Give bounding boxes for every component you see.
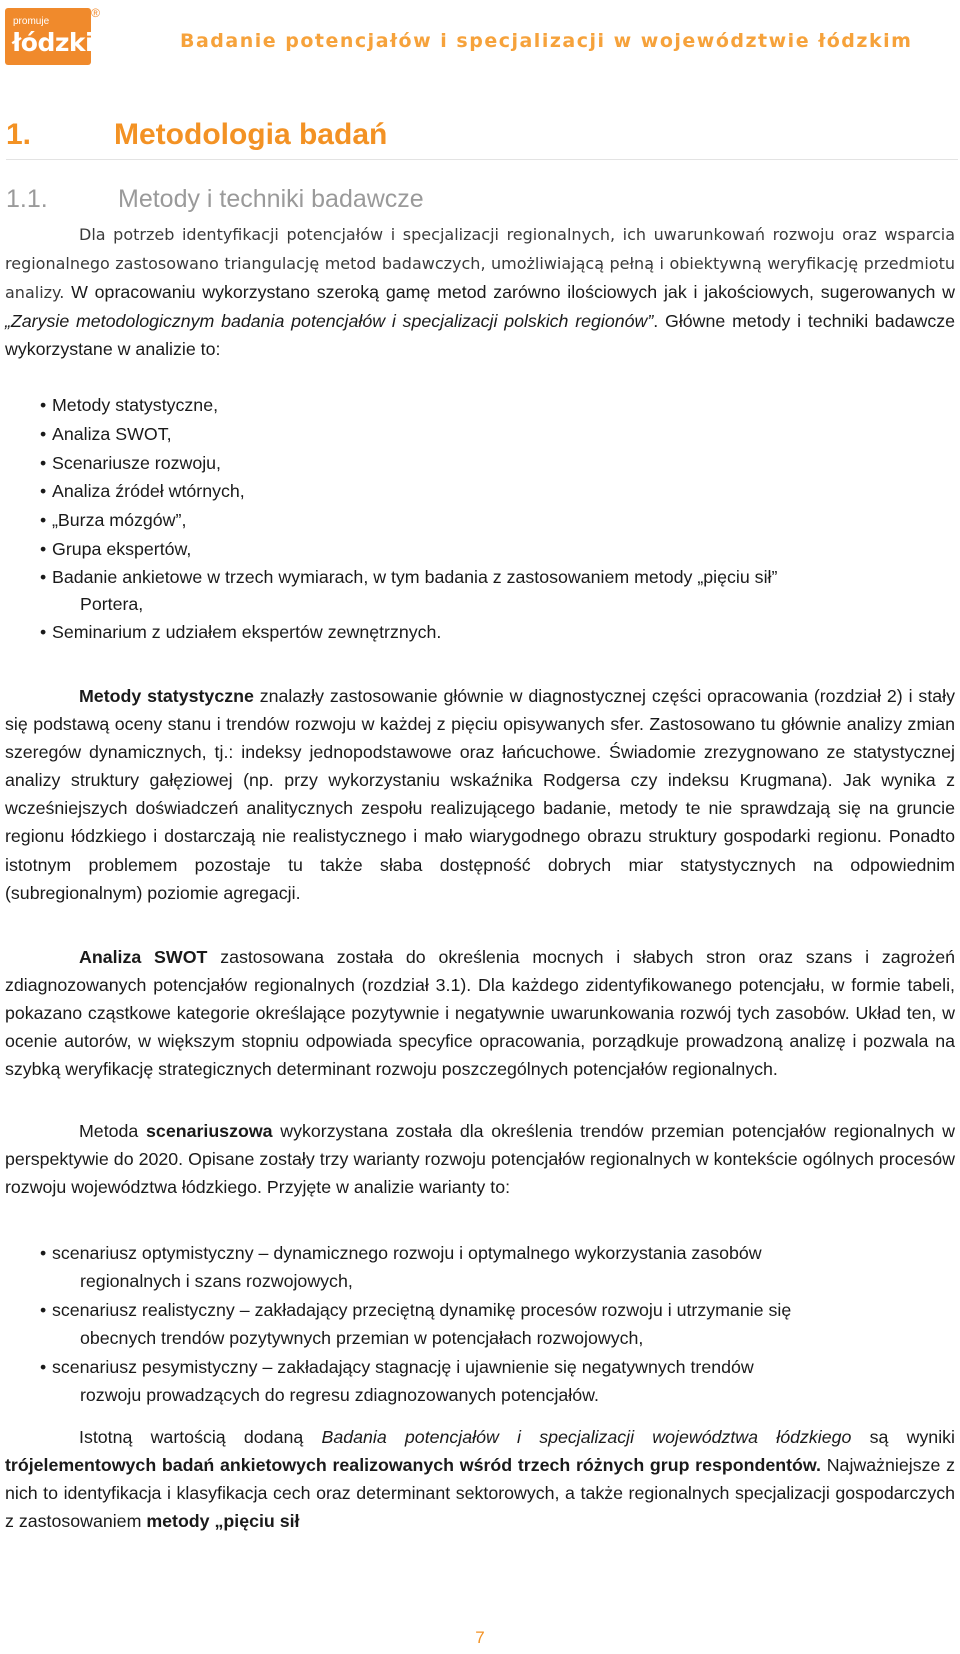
list-item: • Analiza źródeł wtórnych,: [40, 477, 955, 506]
bold-term: Analiza SWOT: [79, 947, 208, 967]
list-item: • Seminarium z udziałem ekspertów zewnętrznych.: [40, 618, 955, 647]
list-item: • scenariusz realistyczny – zakładający przeciętną dynamikę procesów rozwoju i utrzymanie się obecnych trendów pozytywnych przemian w potencjałach rozwojowych,: [40, 1296, 955, 1352]
promuje-lodzkie-logo: [5, 6, 110, 65]
subsection-title: Metody i techniki badawcze: [118, 185, 424, 213]
logo-small-text: promuje: [13, 16, 50, 27]
list-item: • Badanie ankietowe w trzech wymiarach, w tym badania z zastosowaniem metody „pięciu sił” Portera,: [40, 564, 955, 618]
swot-paragraph: Analiza SWOT zastosowana została do określenia mocnych i słabych stron oraz szans i zagrożeń zdiagnozowanych potencjałów regionalnych (rozdział 3.1). Dla każdego zidentyfikowanego potencjału, w formie tabeli, pokazano cząstkowe kategorie określające pozytywnie i negatywnie uwarunkowania rozwój tych zasobów. Układ ten, w ocenie autorów, w większym stopniu odpowiada specyfice opracowania, porządkuje prowadzoną analizę i pozwala na szybką weryfikację strategicznych determinant rozwoju poszczególnych potencjałów regionalnych.: [5, 947, 955, 1080]
list-item: • „Burza mózgów”,: [40, 506, 955, 535]
intro-text-part1: Dla potrzeb identyfikacji potencjałów i specjalizacji regionalnych, ich uwarunkowań rozwoju oraz wsparcia regionalnego zastosowano triangulację metod badawczych, umożliwiającą pełną i obiektywną weryfikację przedmiotu analizy.: [5, 225, 955, 303]
section-number: 1.: [6, 118, 32, 151]
intro-text-part3: . Główne metody i techniki badawcze wykorzystane w analizie to:: [5, 311, 955, 360]
scenario-paragraph: Metoda scenariuszowa wykorzystana została dla określenia trendów przemian potencjałów regionalnych w perspektywie do 2020. Opisane zostały trzy warianty rozwoju potencjałów regionalnych w kontekście ogólnych procesów rozwoju województwa łódzkiego. Przyjęte w analizie warianty to:: [5, 1121, 955, 1198]
subsection-number: 1.1.: [6, 185, 48, 213]
subsection-heading: [6, 185, 424, 214]
intro-paragraph: [5, 220, 955, 363]
registered-mark: ®: [91, 6, 100, 20]
list-item: • Scenariusze rozwoju,: [40, 449, 955, 478]
section-title: Metodologia badań: [114, 118, 388, 151]
bold-phrase: metody „pięciu sił: [146, 1511, 300, 1532]
intro-text-part2: W opracowaniu wykorzystano szeroką gamę metod zarówno ilościowych jak i jakościowych, sugerowanych w: [64, 282, 955, 303]
section-heading: [6, 118, 387, 152]
methods-list: [40, 391, 955, 647]
survey-paragraph: Istotną wartością dodaną Badania potencjałów i specjalizacji województwa łódzkiego są wyniki trójelementowych badań ankietowych realizowanych wśród trzech różnych grup respondentów. Najważniejsze z nich to identyfikacja i klasyfikacja cech oraz determinant sektorowych, a także regionalnych specjalizacji gospodarczych z zastosowaniem metody „pięciu sił: [5, 1427, 955, 1532]
intro-italic-title: „Zarysie metodologicznym badania potencjałów i specjalizacji polskich regionów”: [5, 311, 654, 332]
page-number: 7: [475, 1628, 485, 1647]
bold-term: scenariuszowa: [146, 1121, 273, 1141]
logo-big-text: łódzkie: [12, 28, 110, 57]
list-item: • Analiza SWOT,: [40, 420, 955, 449]
bold-term: Metody statystyczne: [79, 686, 254, 706]
bold-phrase: trójelementowych badań ankietowych realizowanych wśród trzech różnych grup respondentów.: [5, 1455, 821, 1476]
scenarios-list: [40, 1239, 955, 1411]
list-item: • scenariusz optymistyczny – dynamicznego rozwoju i optymalnego wykorzystania zasobów regionalnych i szans rozwojowych,: [40, 1239, 955, 1295]
list-item: • scenariusz pesymistyczny – zakładający stagnację i ujawnienie się negatywnych trendów rozwoju prowadzących do regresu zdiagnozowanych potencjałów.: [40, 1353, 955, 1409]
heading-divider: [6, 159, 958, 160]
running-header-title: Badanie potencjałów i specjalizacji w województwie łódzkim: [180, 30, 913, 52]
list-item: • Grupa ekspertów,: [40, 535, 955, 564]
list-item: • Metody statystyczne,: [40, 391, 955, 420]
statistical-methods-paragraph: Metody statystyczne znalazły zastosowanie głównie w diagnostycznej części opracowania (rozdział 2) i stały się podstawą oceny stanu i trendów rozwoju w każdej z pięciu opisywanych sfer. Zastosowano tu głównie analizy zmian szeregów dynamicznych, tj.: indeksy jednopodstawowe oraz łańcuchowe. Świadomie zrezygnowano ze statystycznej analizy struktury gałęziowej (np. przy wykorzystaniu wskaźnika Rodgersa czy indeksu Krugmana). Jak wynika z wcześniejszych doświadczeń analitycznych zespołu realizującego badanie, metody te nie sprawdzają się na gruncie regionu łódzkiego i dostarczają nie realistycznego i mało wiarygodnego obrazu struktury gospodarki regionu. Ponadto istotnym problemem pozostaje tu także słaba dostępność dobrych miar statystycznych na odpowiednim (subregionalnym) poziomie agregacji.: [5, 686, 955, 903]
italic-title: Badania potencjałów i specjalizacji województwa łódzkiego: [321, 1427, 852, 1447]
